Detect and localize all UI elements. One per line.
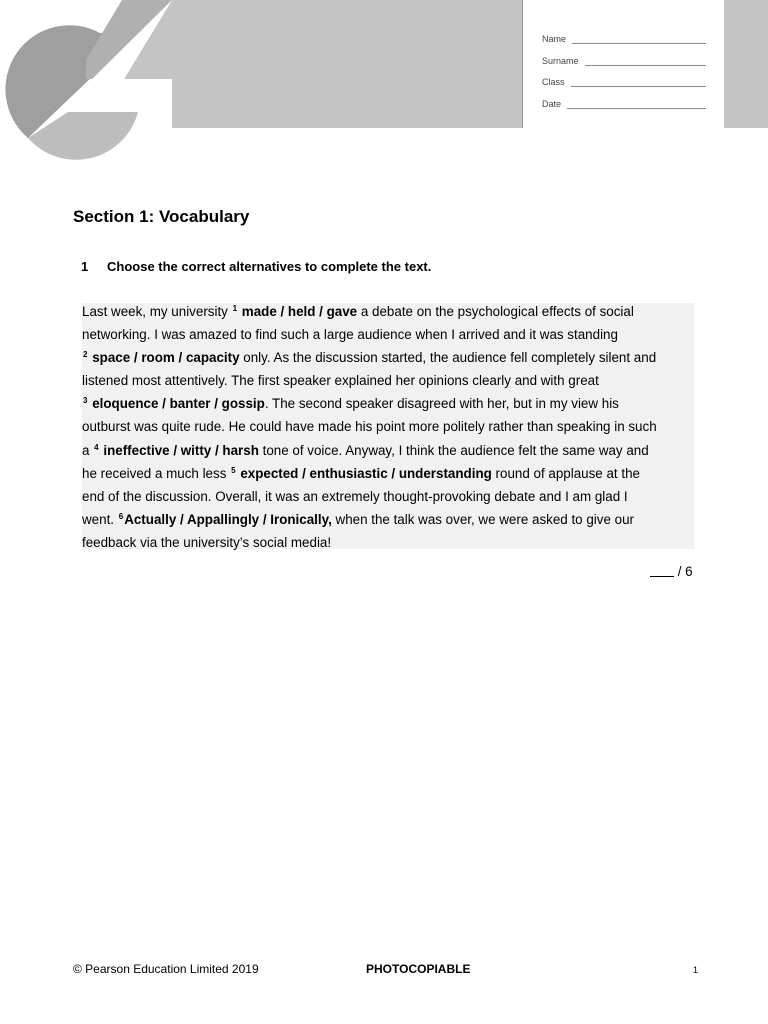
passage-line: outburst was quite rude. He could have made his point more politely rather than speaking in such <box>82 419 657 435</box>
passage-text <box>82 300 698 554</box>
score-total: / 6 <box>677 564 693 579</box>
gap-options[interactable]: Actually / Appallingly / Ironically, <box>124 511 332 527</box>
page-number: 1 <box>693 965 699 975</box>
footer-copyright: © Pearson Education Limited 2019 <box>73 962 259 976</box>
header-band <box>0 0 768 128</box>
passage-line: listened most attentively. The first speaker explained her opinions clearly and with great <box>82 373 599 389</box>
name-field[interactable] <box>542 34 706 44</box>
surname-field[interactable] <box>542 56 706 66</box>
exercise-number: 1 <box>81 259 89 274</box>
score-blank[interactable] <box>650 565 674 577</box>
logo-graphic <box>0 0 522 160</box>
passage-line: networking. I was amazed to find such a large audience when I arrived and it was standing <box>82 327 618 343</box>
class-label: Class <box>542 77 565 87</box>
date-line[interactable] <box>567 101 706 109</box>
exercise-instruction <box>81 259 431 274</box>
class-field[interactable] <box>542 77 706 87</box>
gap-number: 6 <box>118 511 124 521</box>
passage-line: $^2$ space / room / capacity only. As the discussion started, the audience fell completely silent and <box>83 350 657 366</box>
passage-line: went. $^6$Actually / Appallingly / Ironically, when the talk was over, we were asked to give our <box>82 511 634 527</box>
date-field[interactable] <box>542 99 706 109</box>
surname-label: Surname <box>542 56 579 66</box>
surname-line[interactable] <box>585 58 706 66</box>
date-label: Date <box>542 99 562 109</box>
passage-line: he received a much less $^5$ expected / enthusiastic / understanding round of applause at the <box>82 465 640 481</box>
instruction-text: Choose the correct alternatives to complete the text. <box>107 259 432 274</box>
name-line[interactable] <box>572 36 706 44</box>
gap-number: 3 <box>83 396 88 406</box>
passage-line: end of the discussion. Overall, it was an extremely thought-provoking debate and I am glad I <box>82 488 628 504</box>
passage-line: $^3$ eloquence / banter / gossip. The second speaker disagreed with her, but in my view his <box>83 396 619 412</box>
section-title: Section 1: Vocabulary <box>73 207 250 226</box>
gap-number: 2 <box>83 350 88 360</box>
passage-line: a $^4$ ineffective / witty / harsh tone of voice. Anyway, I think the audience felt the same way and <box>82 442 649 458</box>
passage-line: feedback via the university’s social media! <box>82 534 332 550</box>
gap-number: 4 <box>94 442 99 452</box>
gap-options[interactable]: made / held / gave <box>241 304 358 319</box>
class-line[interactable] <box>571 79 706 87</box>
student-details-panel <box>522 0 724 128</box>
gap-options[interactable]: expected / enthusiastic / understanding <box>240 465 492 481</box>
gap-options[interactable]: ineffective / witty / harsh <box>103 442 259 458</box>
gap-options[interactable]: eloquence / banter / gossip <box>92 396 265 412</box>
gap-options[interactable]: space / room / capacity <box>92 350 240 366</box>
gap-number: 1 <box>232 304 238 313</box>
name-label: Name <box>542 34 567 44</box>
passage-line: Last week, my university $^1$ made / held / gave a debate on the psychological effects of social <box>82 304 634 319</box>
footer-photocopiable: PHOTOCOPIABLE <box>366 962 471 976</box>
gap-number: 5 <box>231 465 236 475</box>
score-box <box>650 564 693 579</box>
header-right-strip <box>724 0 768 128</box>
